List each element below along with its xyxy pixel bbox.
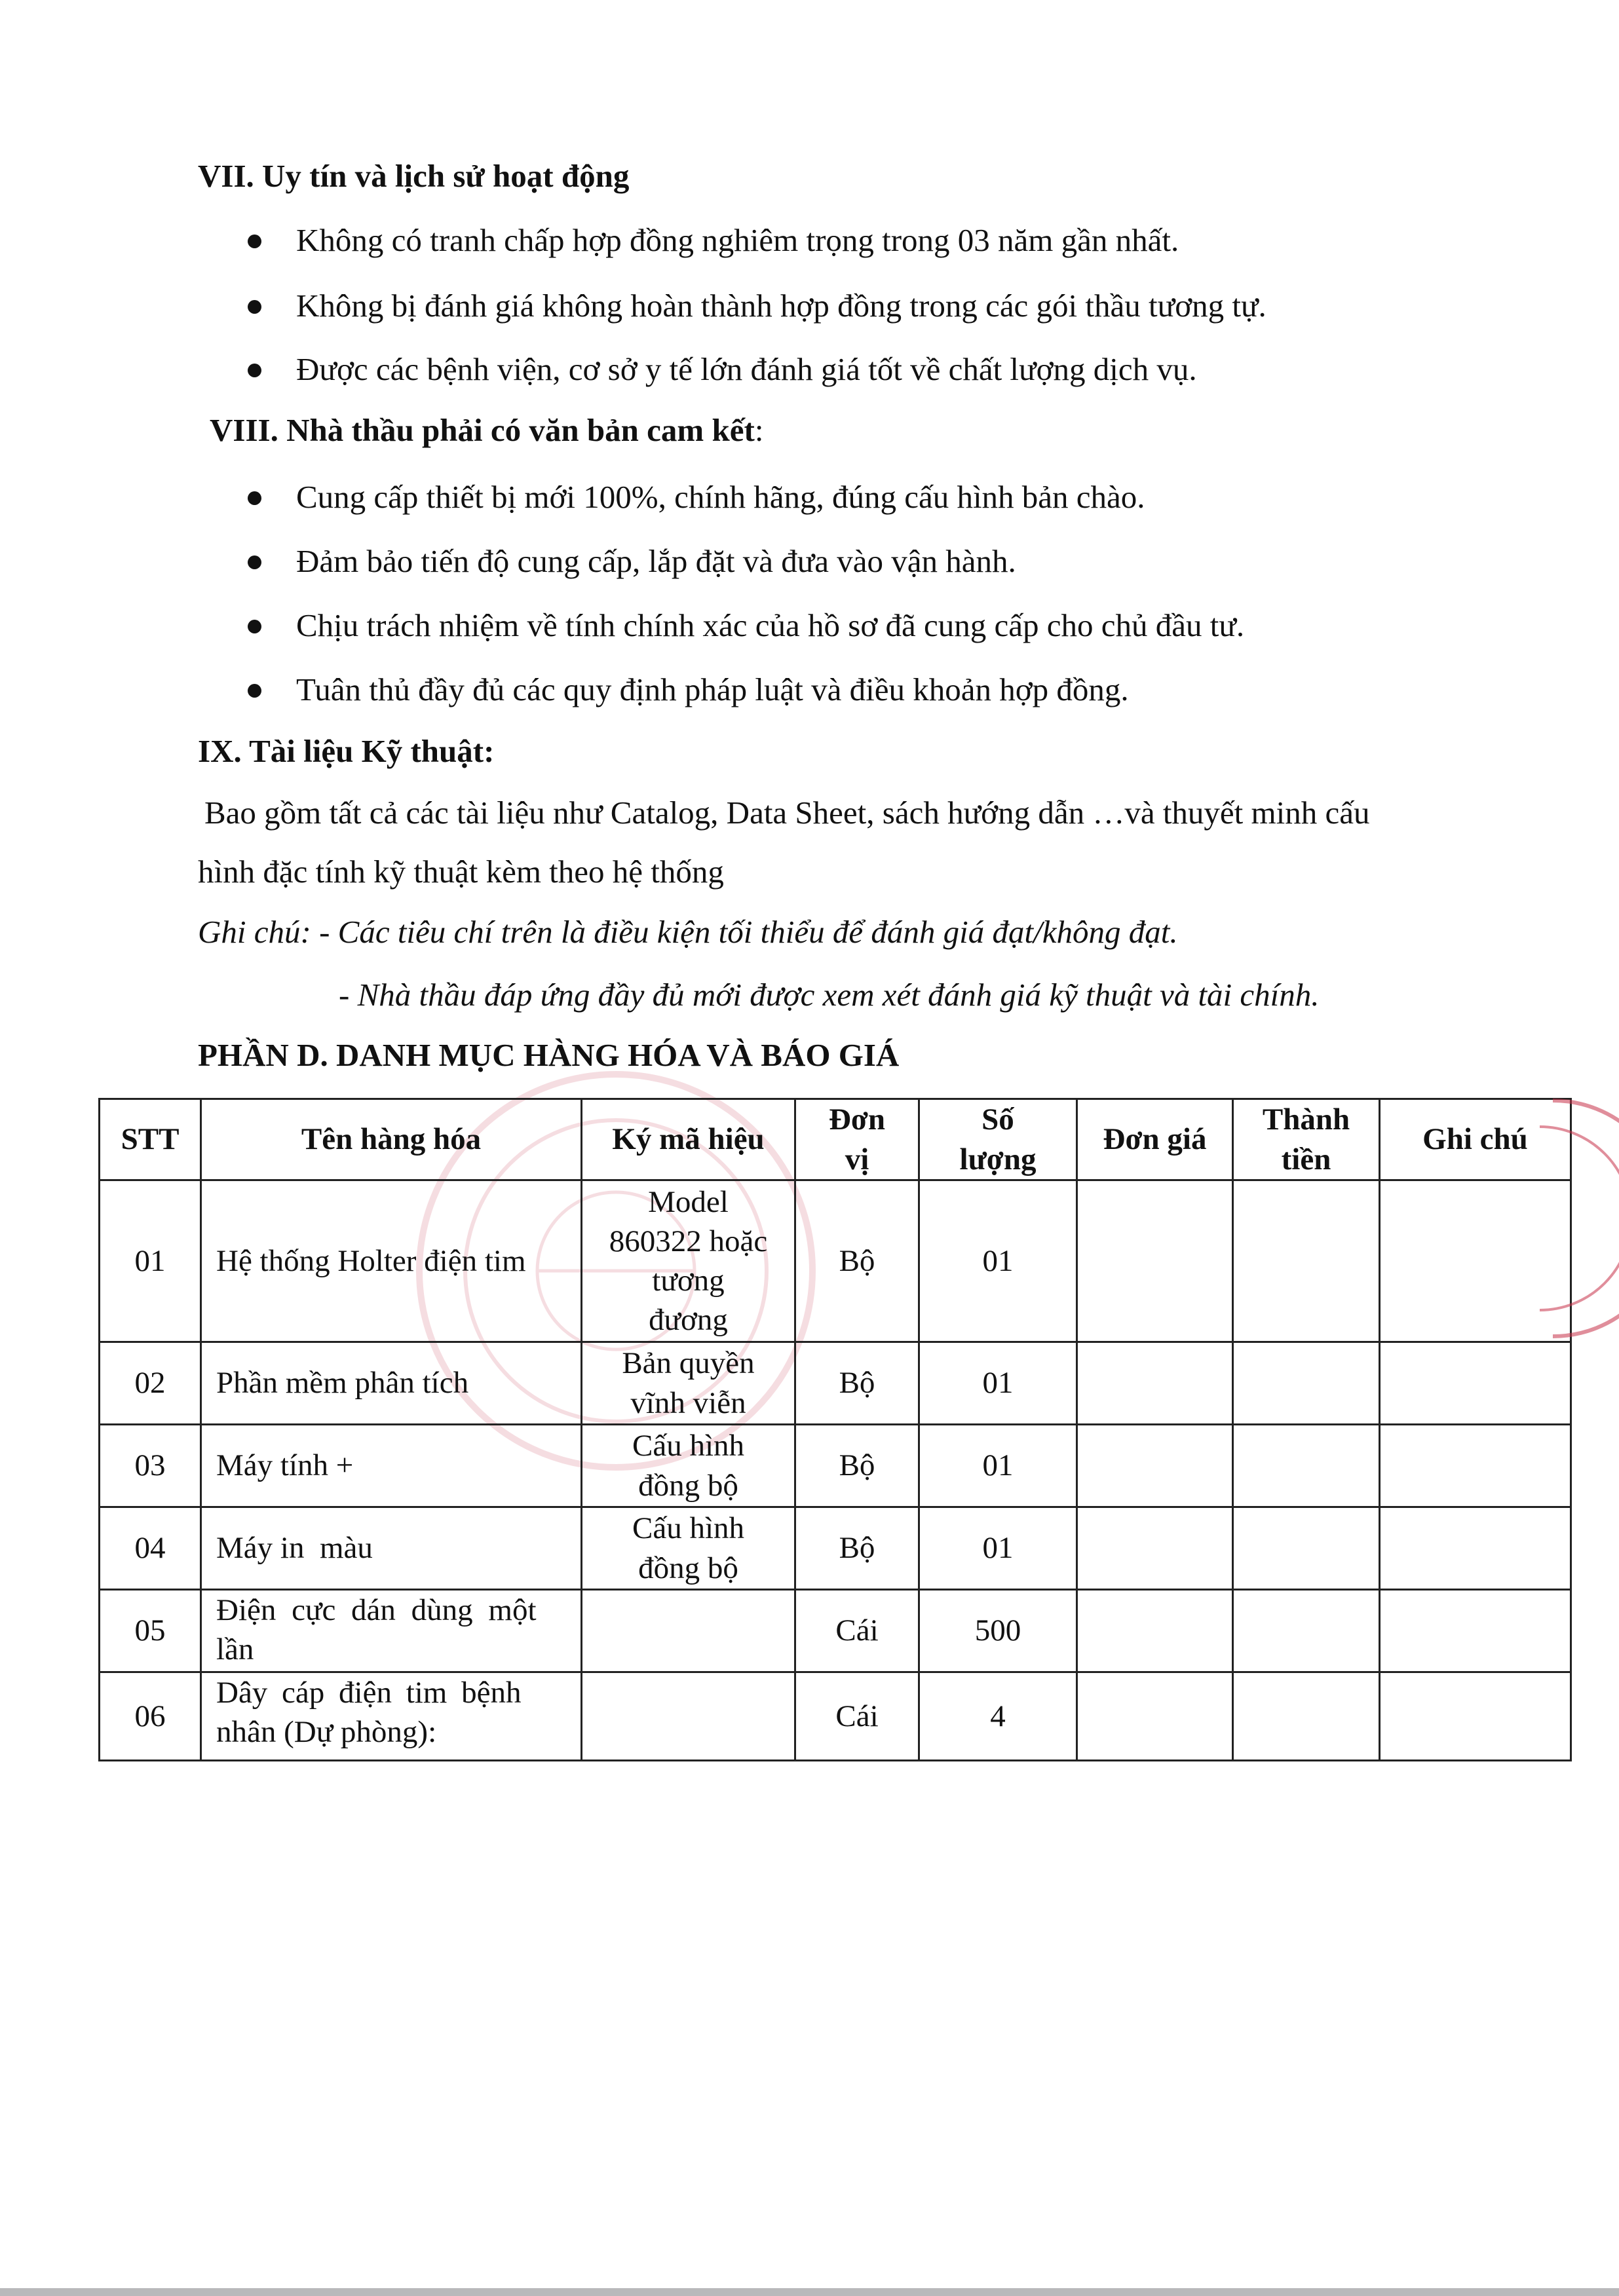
table-header-quantity — [920, 1100, 1076, 1179]
table-cell-model-code-line-3: tương — [652, 1264, 725, 1298]
table-header-total — [1234, 1100, 1379, 1179]
bullet-icon — [248, 235, 261, 248]
table-cell-name: Hệ thống Holter điện tim — [216, 1243, 526, 1278]
table-cell-model-code-line-1: Cấu hình — [632, 1429, 745, 1463]
table-cell-model-code-line-2: 860322 hoặc — [609, 1224, 768, 1258]
bullet-icon — [248, 684, 261, 698]
section-vii-bullet-2: Không bị đánh giá không hoàn thành hợp đồng trong các gói thầu tương tự. — [296, 288, 1267, 324]
table-cell-unit: Bộ — [839, 1366, 875, 1401]
section-viii-bullet-1: Cung cấp thiết bị mới 100%, chính hãng, đúng cấu hình bản chào. — [296, 479, 1145, 515]
table-cell-unit: Cái — [835, 1699, 879, 1733]
section-d-title: PHẦN D. DANH MỤC HÀNG HÓA VÀ BÁO GIÁ — [198, 1037, 900, 1073]
table-cell-model-code — [582, 1181, 794, 1341]
table-cell-name: Máy tính + — [216, 1448, 354, 1483]
table-cell-model-code — [582, 1425, 794, 1506]
table-cell-model-code — [582, 1508, 794, 1589]
section-viii-bullet-3: Chịu trách nhiệm về tính chính xác của hồ sơ đã cung cấp cho chủ đầu tư. — [296, 607, 1245, 643]
table-cell-model-code-line-4: đương — [649, 1303, 728, 1338]
table-header-unit-line-1: Đơn — [828, 1102, 886, 1137]
table-header-quantity-line-2: lượng — [959, 1142, 1037, 1176]
bullet-icon — [248, 555, 261, 569]
table-header-unit — [796, 1100, 918, 1179]
table-header-model-code: Ký mã hiệu — [612, 1122, 765, 1157]
red-seal-icon — [1514, 1087, 1619, 1349]
table-cell-model-code-line-2: đồng bộ — [638, 1551, 738, 1585]
table-header-stt: STT — [121, 1122, 180, 1157]
goods-table — [98, 1098, 1572, 1761]
table-cell-stt: 06 — [134, 1699, 166, 1733]
section-viii-title: VIII. Nhà thầu phải có văn bản cam kết — [210, 412, 755, 448]
section-ix-title: IX. Tài liệu Kỹ thuật: — [198, 733, 495, 769]
table-cell-quantity: 500 — [974, 1613, 1021, 1648]
table-cell-stt: 04 — [134, 1531, 166, 1566]
table-cell-model-code-line-1: Cấu hình — [632, 1511, 745, 1546]
table-cell-unit: Bộ — [839, 1448, 875, 1483]
bullet-icon — [248, 620, 261, 633]
table-cell-unit: Bộ — [839, 1243, 875, 1278]
table-cell-model-code-line-2: đồng bộ — [638, 1468, 738, 1503]
note-line-1: Ghi chú: - Các tiêu chí trên là điều kiện tối thiểu để đánh giá đạt/không đạt. — [198, 914, 1178, 950]
table-header-name: Tên hàng hóa — [301, 1122, 482, 1157]
table-cell-name-line-1: Dây cáp điện tim bệnh — [216, 1676, 522, 1710]
section-ix-paragraph-line-2: hình đặc tính kỹ thuật kèm theo hệ thống — [198, 854, 724, 890]
table-border — [1232, 1098, 1234, 1761]
table-cell-name — [202, 1590, 581, 1671]
table-header-note: Ghi chú — [1422, 1122, 1528, 1157]
table-cell-stt: 02 — [134, 1366, 166, 1401]
table-cell-quantity: 01 — [982, 1243, 1014, 1278]
bullet-icon — [248, 364, 261, 377]
table-cell-quantity: 01 — [982, 1366, 1014, 1401]
table-border — [1076, 1098, 1078, 1761]
table-cell-name-line-1: Điện cực dán dùng một — [216, 1593, 537, 1627]
table-cell-model-code-line-1: Model — [648, 1184, 729, 1219]
table-header-total-line-1: Thành — [1262, 1102, 1350, 1137]
table-border — [1379, 1098, 1381, 1761]
section-vii-bullet-1: Không có tranh chấp hợp đồng nghiêm trọng trong 03 năm gần nhất. — [296, 222, 1179, 258]
table-cell-stt: 05 — [134, 1613, 166, 1648]
bullet-icon — [248, 491, 261, 505]
table-header-unit-price: Đơn giá — [1103, 1122, 1207, 1157]
section-vii-title: VII. Uy tín và lịch sử hoạt động — [198, 158, 630, 194]
table-header-unit-line-2: vị — [845, 1142, 869, 1176]
section-viii-bullet-2: Đảm bảo tiến độ cung cấp, lắp đặt và đưa vào vận hành. — [296, 543, 1016, 579]
table-cell-unit: Bộ — [839, 1531, 875, 1566]
table-header-quantity-line-1: Số — [981, 1102, 1014, 1137]
table-cell-unit: Cái — [835, 1613, 879, 1648]
section-viii-bullet-4: Tuân thủ đầy đủ các quy định pháp luật và điều khoản hợp đồng. — [296, 671, 1129, 707]
table-cell-name-line-2: nhân (Dự phòng): — [216, 1715, 437, 1750]
scan-edge — [0, 2288, 1619, 2296]
table-cell-model-code-line-2: vĩnh viễn — [630, 1385, 746, 1420]
table-border — [98, 1760, 1572, 1761]
table-cell-name-line-2: lần — [216, 1632, 254, 1667]
section-vii-bullet-3: Được các bệnh viện, cơ sở y tế lớn đánh giá tốt về chất lượng dịch vụ. — [296, 351, 1197, 387]
note-line-2: - Nhà thầu đáp ứng đầy đủ mới được xem xét đánh giá kỹ thuật và tài chính. — [339, 977, 1320, 1013]
table-cell-model-code — [582, 1343, 794, 1423]
section-viii-title-row — [210, 411, 763, 449]
table-cell-model-code-line-1: Bản quyền — [622, 1346, 755, 1381]
table-cell-quantity: 4 — [990, 1699, 1006, 1733]
table-cell-quantity: 01 — [982, 1531, 1014, 1566]
table-cell-quantity: 01 — [982, 1448, 1014, 1483]
table-header-total-line-2: tiền — [1281, 1142, 1331, 1176]
section-viii-title-suffix: : — [754, 412, 764, 448]
table-cell-name: Phần mềm phân tích — [216, 1366, 469, 1401]
table-cell-name — [202, 1673, 581, 1760]
bullet-icon — [248, 300, 261, 314]
table-cell-stt: 01 — [134, 1243, 166, 1278]
table-cell-name: Máy in màu — [216, 1531, 373, 1566]
table-cell-stt: 03 — [134, 1448, 166, 1483]
section-ix-paragraph-line-1: Bao gồm tất cả các tài liệu như Catalog, Data Sheet, sách hướng dẫn …và thuyết minh cấu — [204, 795, 1370, 831]
